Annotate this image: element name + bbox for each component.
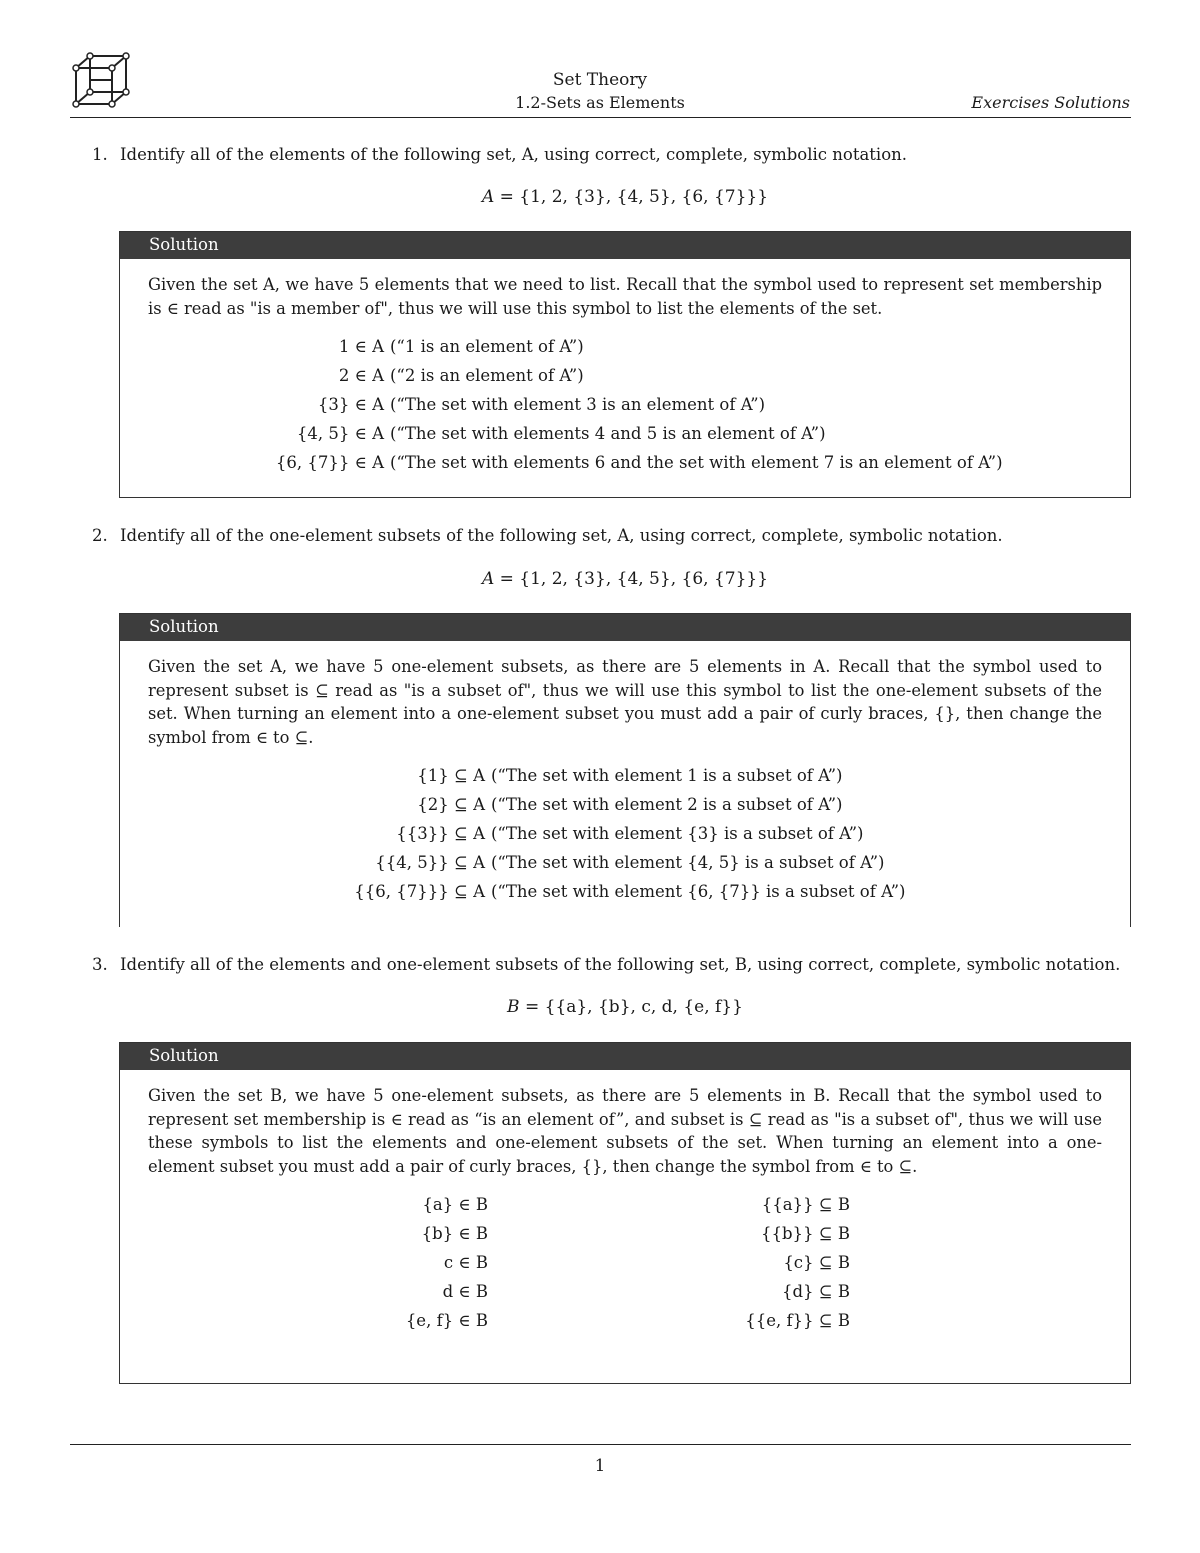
subsets-column bbox=[488, 1190, 850, 1335]
elements-column bbox=[148, 1190, 488, 1335]
question-number: 1. bbox=[92, 145, 108, 164]
question-2 bbox=[92, 526, 1132, 545]
question-1 bbox=[92, 145, 1132, 164]
line-expression: {6, {7}} ∈ A bbox=[275, 453, 384, 472]
question-prompt: Identify all of the one-element subsets of the following set, A, using correct, complete, symbolic notation. bbox=[120, 526, 1003, 545]
header-subtitle: 1.2-Sets as Elements bbox=[515, 93, 685, 112]
element-line: {a} ∈ B bbox=[422, 1195, 488, 1214]
set-definition-2 bbox=[0, 569, 1200, 589]
element-line: c ∈ B bbox=[443, 1253, 488, 1272]
set-definition-3 bbox=[0, 997, 1200, 1017]
footer-rule bbox=[70, 1444, 1131, 1445]
line-explanation: (“2 is an element of A”) bbox=[390, 366, 584, 385]
line-expression: {{3}} ⊆ A bbox=[396, 824, 485, 843]
subset-line: {c} ⊆ B bbox=[783, 1253, 850, 1272]
line-expression: {{4, 5}} ⊆ A bbox=[375, 853, 485, 872]
solution-header: Solution bbox=[120, 232, 1130, 259]
line-explanation: (“The set with element {4, 5} is a subset of A”) bbox=[491, 853, 885, 872]
solution-line bbox=[148, 419, 1102, 448]
solution-line bbox=[148, 361, 1102, 390]
line-explanation: (“The set with element 3 is an element of A”) bbox=[390, 395, 766, 414]
solution-box-3 bbox=[119, 1042, 1131, 1384]
solution-line bbox=[148, 790, 1102, 819]
set-name: A bbox=[481, 187, 495, 207]
question-number: 2. bbox=[92, 526, 108, 545]
solution-box-1 bbox=[119, 231, 1131, 498]
solution-line bbox=[148, 761, 1102, 790]
set-members: = {{a}, {b}, c, d, {e, f}} bbox=[524, 997, 743, 1017]
line-explanation: (“The set with element {6, {7}} is a subset of A”) bbox=[491, 882, 906, 901]
question-number: 3. bbox=[92, 955, 108, 974]
line-expression: 2 ∈ A bbox=[338, 366, 384, 385]
line-explanation: (“The set with elements 4 and 5 is an element of A”) bbox=[390, 424, 826, 443]
solution-header: Solution bbox=[120, 1043, 1130, 1070]
element-line: d ∈ B bbox=[442, 1282, 488, 1301]
set-name: A bbox=[481, 569, 495, 589]
set-definition-1 bbox=[0, 187, 1200, 207]
solution-text: Given the set A, we have 5 one-element subsets, as there are 5 elements in A. Recall that the symbol used to represent subset is ⊆ read as "is a subset of", thus we will use this symbol to list the one-element subsets of the set. When turning an element into a one-element subset you must add a pair of curly braces, {}, then change the symbol from ∈ to ⊆. bbox=[148, 657, 1102, 747]
subset-line: {d} ⊆ B bbox=[782, 1282, 850, 1301]
solution-line bbox=[148, 848, 1102, 877]
line-explanation: (“1 is an element of A”) bbox=[390, 337, 584, 356]
solution-line bbox=[148, 332, 1102, 361]
question-prompt: Identify all of the elements of the following set, A, using correct, complete, symbolic notation. bbox=[120, 145, 908, 164]
line-expression: {4, 5} ∈ A bbox=[296, 424, 384, 443]
subset-line: {{a}} ⊆ B bbox=[761, 1195, 850, 1214]
set-members: = {1, 2, {3}, {4, 5}, {6, {7}}} bbox=[499, 187, 769, 207]
question-prompt: Identify all of the elements and one-element subsets of the following set, B, using correct, complete, symbolic notation. bbox=[120, 955, 1121, 974]
line-explanation: (“The set with element 1 is a subset of A”) bbox=[491, 766, 843, 785]
header-title: Set Theory bbox=[552, 70, 648, 90]
solution-text: Given the set A, we have 5 elements that we need to list. Recall that the symbol used to represent set membership is ∈ read as "is a member of", thus we will use this symbol to list the elements of the set. bbox=[148, 275, 1102, 318]
line-explanation: (“The set with element {3} is a subset of A”) bbox=[491, 824, 864, 843]
solution-box-2 bbox=[119, 613, 1131, 927]
line-expression: {{6, {7}}} ⊆ A bbox=[354, 882, 485, 901]
page-number: 1 bbox=[594, 1456, 606, 1475]
line-expression: {3} ∈ A bbox=[317, 395, 384, 414]
set-members: = {1, 2, {3}, {4, 5}, {6, {7}}} bbox=[499, 569, 769, 589]
solution-header: Solution bbox=[120, 614, 1130, 641]
set-name: B bbox=[507, 997, 520, 1017]
element-line: {e, f} ∈ B bbox=[405, 1311, 488, 1330]
subset-line: {{b}} ⊆ B bbox=[761, 1224, 850, 1243]
line-explanation: (“The set with element 2 is a subset of A”) bbox=[491, 795, 843, 814]
header-rule bbox=[70, 117, 1131, 118]
line-expression: 1 ∈ A bbox=[338, 337, 384, 356]
solution-line bbox=[148, 877, 1102, 906]
subset-line: {{e, f}} ⊆ B bbox=[745, 1311, 850, 1330]
question-3 bbox=[92, 955, 1132, 974]
solution-line bbox=[148, 819, 1102, 848]
solution-line bbox=[148, 448, 1102, 477]
line-explanation: (“The set with elements 6 and the set with element 7 is an element of A”) bbox=[390, 453, 1003, 472]
element-line: {b} ∈ B bbox=[421, 1224, 488, 1243]
line-expression: {1} ⊆ A bbox=[417, 766, 485, 785]
header-right-label: Exercises Solutions bbox=[971, 93, 1130, 112]
line-expression: {2} ⊆ A bbox=[417, 795, 485, 814]
solution-text: Given the set B, we have 5 one-element subsets, as there are 5 elements in B. Recall that the symbol used to represent set membership is ∈ read as “is an element of”, and subset is ⊆ read as "is a subset of", thus we will use these symbols to list the elements and one-element subsets of the set. When turning an element into a one-element subset you must add a pair of curly braces, {}, then change the symbol from ∈ to ⊆. bbox=[148, 1086, 1102, 1176]
solution-line bbox=[148, 390, 1102, 419]
